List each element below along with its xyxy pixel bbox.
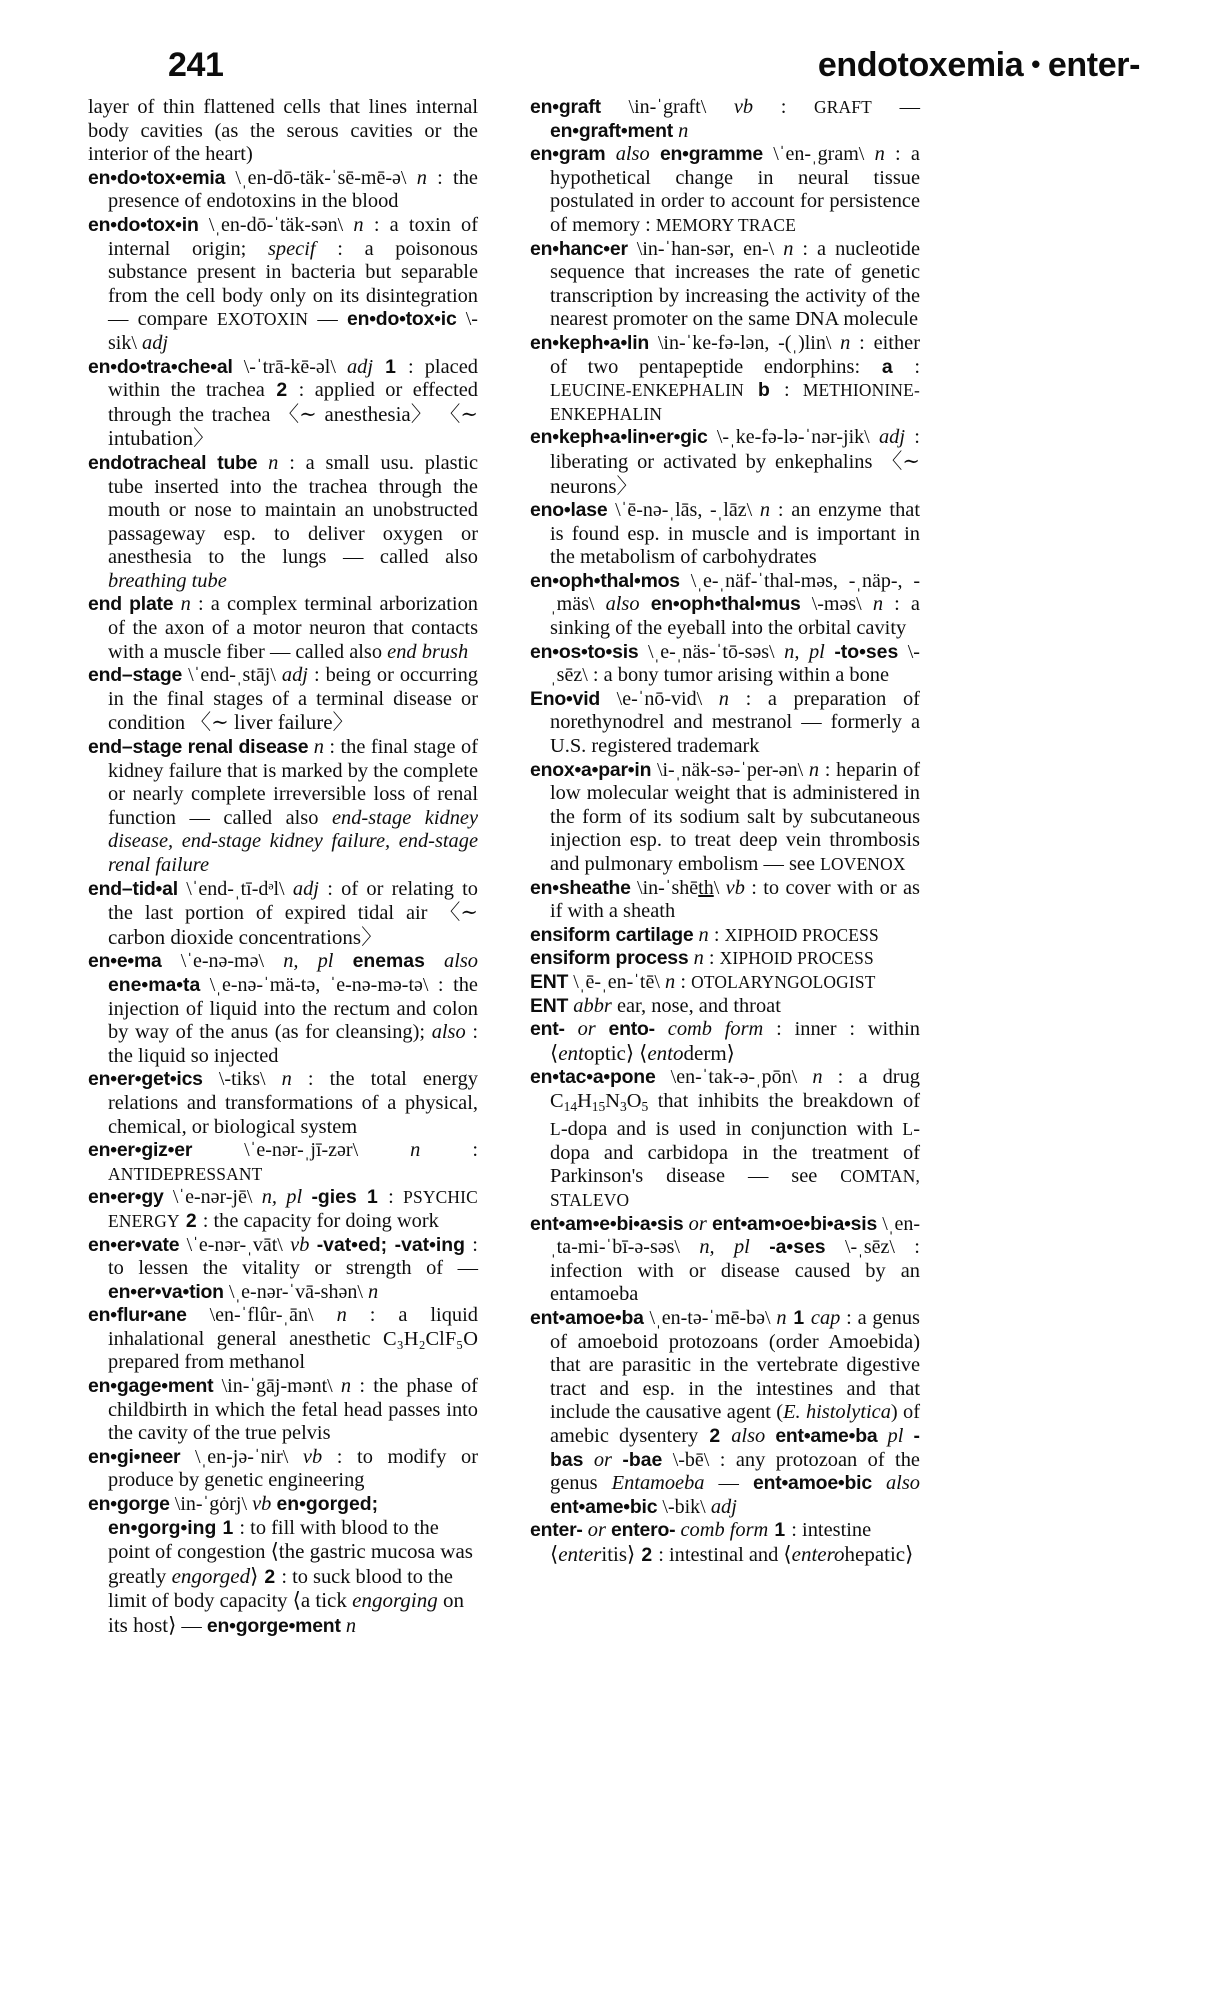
- headword: enter-: [530, 1519, 583, 1542]
- entry-end-stage-renal-disease: [88, 736, 478, 878]
- vi-italic-prefix-1: ent: [558, 1040, 584, 1065]
- functional-label: n: [410, 1139, 421, 1162]
- right-column: [530, 96, 920, 1639]
- definition: ear, nose, and throat: [616, 994, 781, 1017]
- functional-label: n: [776, 1307, 787, 1330]
- cap-label: cap: [810, 1307, 841, 1330]
- called-also: end brush: [387, 640, 469, 663]
- plural-label: pl: [887, 1425, 904, 1448]
- headword: eno•lase: [530, 499, 608, 522]
- pronunciation: \ˌen-tə-ˈmē-bə\: [649, 1307, 771, 1330]
- definition: : liberating or activated by enkephalins: [550, 426, 920, 473]
- entry-endotracheal: [88, 356, 478, 452]
- entry-enostosis: [530, 641, 920, 688]
- entry-enflurane: [88, 1304, 478, 1375]
- functional-label: adj: [292, 877, 319, 900]
- definition: : a nucleotide sequence that increases the rate of genetic transcription by increasing the activity of the nearest promoter on the same DNA molecule: [550, 237, 921, 331]
- sense-b-colon: :: [784, 379, 790, 402]
- definition: : heparin of low molecular weight that is administered in the form of its sodium salt by subcutaneous injection esp. to treat deep vein thrombosis and pulmonary embolism — see: [550, 758, 920, 875]
- guide-words: [818, 46, 1140, 85]
- sense-b-cross-reference[interactable]: METHIONINE-ENKEPHALIN: [550, 380, 920, 424]
- functional-label: vb: [733, 96, 754, 118]
- plural-form-2: ene•ma•ta: [108, 973, 201, 996]
- entry-engineer: [88, 1446, 478, 1493]
- pronunciation: \ˌen-ˌta-mi-ˈbī-ə-səs\: [550, 1212, 920, 1259]
- genus-name: Entamoeba: [611, 1472, 705, 1495]
- pronunciation: \ˈend-ˌstāj\: [188, 664, 276, 687]
- vi-italic-prefix-1: enter: [558, 1541, 602, 1566]
- functional-label: n: [180, 593, 191, 616]
- functional-label: n, pl: [283, 950, 334, 973]
- verbal-illustration-1: ⟨the gastric mucosa was greatly engorged⟩: [108, 1539, 473, 1588]
- variant-form: ent•ame•ba: [775, 1425, 878, 1448]
- verbal-illustration: 〈∼ carbon dioxide concentrations〉: [108, 900, 478, 949]
- entry-entacapone: [530, 1066, 920, 1212]
- inflection: -gies: [311, 1186, 357, 1209]
- sense-number-1: 1: [774, 1519, 786, 1542]
- em-dash: —: [718, 1472, 739, 1495]
- functional-label: n: [812, 1066, 823, 1089]
- headword: ent-: [530, 1018, 565, 1041]
- variant-form: ent•am•oe•bi•a•sis: [711, 1212, 878, 1235]
- headword: en•er•get•ics: [88, 1068, 203, 1091]
- variant-form: entero-: [611, 1519, 676, 1542]
- derived-form-1: ent•amoe•bic: [752, 1472, 872, 1495]
- entry-endotoxemia: [88, 167, 478, 214]
- functional-label: vb: [725, 876, 745, 899]
- definition: :: [708, 947, 715, 970]
- derived-form: en•er•va•tion: [108, 1280, 224, 1303]
- variant-form: en•oph•thal•mus: [650, 593, 801, 616]
- entry-enkephalin: [530, 332, 920, 426]
- pronunciation: \in-ˈgāj-mənt\: [221, 1375, 333, 1398]
- functional-label: n: [808, 758, 820, 781]
- headword: end plate: [88, 593, 174, 616]
- entry-engagement: [88, 1375, 478, 1446]
- derived-form: en•do•tox•ic: [346, 308, 457, 331]
- sense-2: : applied or effected through the trachea: [108, 379, 478, 426]
- functional-label: n: [759, 499, 771, 522]
- headword: enox•a•par•in: [530, 758, 652, 781]
- headword: ENT: [530, 970, 569, 993]
- verbal-illustration: 〈∼ neurons〉: [550, 448, 920, 498]
- entry-engraft: [530, 96, 920, 143]
- inflection-1: -bas: [550, 1425, 920, 1471]
- pronunciation: \ˈē-nə-ˌlās, -ˌlāz\: [615, 499, 753, 522]
- definition: :: [680, 970, 686, 993]
- definition: : the injection of liquid into the rectum and colon by way of the anus (as for cleansing);: [108, 973, 478, 1044]
- pronunciation: \in-ˈshēth\: [637, 876, 720, 899]
- sense-1: : intestine: [791, 1519, 872, 1542]
- pronunciation: \in-ˈgȯrj\: [174, 1493, 248, 1516]
- cross-reference[interactable]: XIPHOID PROCESS: [724, 924, 879, 945]
- plural-form-1: enemas: [352, 950, 425, 973]
- sense-number-2: 2: [641, 1543, 653, 1566]
- definition: :: [472, 1139, 478, 1162]
- definition-2: : the liquid so injected: [108, 1021, 478, 1067]
- definition: : infection with or disease caused by an entamoeba: [550, 1236, 920, 1306]
- species-name: E. histolytica: [783, 1401, 891, 1424]
- definition: : a liquid inhalational general anesthetic C₃H₂ClF₅O prepared from methanol: [108, 1304, 478, 1374]
- headword: en•flur•ane: [88, 1304, 187, 1327]
- called-also: end-stage kidney disease, end-stage kidney failure, end-stage renal failure: [108, 806, 478, 876]
- definition: : the phase of childbirth in which the fetal head passes into the cavity of the true pelvis: [108, 1375, 478, 1445]
- headword: en•gi•neer: [88, 1445, 181, 1468]
- guide-word-left: endotoxemia: [817, 46, 1024, 84]
- functional-label: adj: [346, 355, 374, 378]
- em-dash: —: [899, 96, 920, 118]
- headword: end–stage renal disease: [88, 736, 309, 759]
- derived-pronunciation: \-bik\: [662, 1495, 706, 1518]
- vi-italic-word-2: engorging: [352, 1588, 438, 1613]
- also-label: also: [605, 593, 640, 616]
- inflection: en•gorged; en•gorg•ing: [108, 1493, 379, 1539]
- functional-label: n: [313, 736, 324, 759]
- verbal-illustration: 〈∼ liver failure〉: [190, 710, 354, 735]
- headword: en•do•tra•che•al: [88, 355, 233, 378]
- definition: :: [780, 96, 787, 118]
- functional-label: n, pl: [261, 1186, 303, 1209]
- sense-1-colon: :: [388, 1186, 394, 1209]
- headword: en•er•giz•er: [88, 1139, 193, 1162]
- cross-reference[interactable]: OTOLARYNGOLOGIST: [691, 971, 876, 992]
- derived-pronunciation: \ˌe-nər-ˈvā-shən\: [228, 1280, 363, 1303]
- pronunciation: \ˈe-nər-ˌvāt\: [186, 1233, 283, 1256]
- entry-engram: [530, 143, 920, 237]
- entry-energy: [88, 1186, 478, 1233]
- sense-2: : to suck blood to the limit of body capacity: [108, 1565, 453, 1613]
- verbal-illustration-2: ⟨entoderm⟩: [639, 1040, 735, 1065]
- functional-label: comb form: [680, 1519, 769, 1542]
- entry-ensiform-process: [530, 947, 920, 971]
- pronunciation: \ˈend-ˌtī-dᵊl\: [186, 877, 285, 900]
- sense-1-cross-reference[interactable]: PSYCHIC ENERGY: [108, 1187, 478, 1231]
- entry-enovid: [530, 688, 920, 759]
- inflection-pronunciation: \-ˌsēz\: [844, 1236, 895, 1259]
- entry-endothelium-carryover: layer of thin flattened cells that lines internal body cavities (as the serous cavities or the interior of the heart): [88, 96, 478, 166]
- verbal-illustration-2: ⟨a tick engorging on its host⟩: [108, 1588, 464, 1637]
- entry-ensiform-cartilage: [530, 924, 920, 948]
- definition: : a complex terminal arborization of the axon of a motor neuron that contacts with a muscle fiber — called also: [108, 593, 478, 663]
- definition: : to cover with or as if with a sheath: [550, 876, 920, 923]
- derived-functional-label: adj: [142, 331, 169, 354]
- entry-enema: [88, 950, 478, 1068]
- functional-label: n: [783, 237, 794, 260]
- entry-enoxaparin: [530, 759, 920, 877]
- sense-number-1: 1: [367, 1186, 378, 1209]
- functional-label: n: [698, 923, 709, 946]
- headword: ent•am•e•bi•a•sis: [530, 1212, 684, 1235]
- headword: en•gram: [530, 143, 606, 166]
- sense-1: : to fill with blood to the point of congestion: [108, 1516, 439, 1564]
- functional-label: abbr: [573, 994, 612, 1017]
- inflection-2: -bae: [622, 1448, 663, 1471]
- headword: en•er•gy: [88, 1186, 164, 1209]
- sense-letter-b: b: [758, 379, 770, 402]
- pronunciation: \in-ˈgraft\: [628, 96, 707, 118]
- also-label-2: also: [885, 1472, 920, 1495]
- cross-reference[interactable]: COMTAN, STALEVO: [550, 1166, 920, 1211]
- entry-enophthalmos: [530, 570, 920, 641]
- definition: : the final stage of kidney failure that is marked by the complete or nearly complete irreversible loss of renal function — called also: [108, 736, 478, 829]
- variant-form: en•gramme: [659, 143, 763, 166]
- guide-separator-dot: •: [1031, 49, 1040, 79]
- definition: : to modify or produce by genetic engineering: [108, 1445, 478, 1492]
- functional-label: n: [416, 166, 427, 189]
- pronunciation: \en-ˈflûr-ˌān\: [209, 1304, 314, 1327]
- functional-label: n: [693, 947, 704, 970]
- definition: : of or relating to the last portion of expired tidal air: [108, 877, 478, 925]
- variant-pronunciation: \-məs\: [811, 593, 862, 616]
- sense-number-2: 2: [276, 379, 288, 402]
- inflection-pronunciation: \-ˌsēz\: [550, 640, 920, 687]
- functional-label: n: [872, 593, 884, 616]
- em-dash: —: [317, 308, 338, 331]
- headword: en•er•vate: [88, 1233, 180, 1256]
- variant-form: ento-: [608, 1018, 655, 1041]
- sense-a-colon: :: [914, 355, 920, 378]
- inflection-pronunciation: \-bē\: [672, 1448, 710, 1471]
- pronunciation: \ˌen-dō-täk-ˈsē-mē-ə\: [235, 166, 407, 189]
- headword: Eno•vid: [530, 687, 601, 710]
- headword: en•do•tox•in: [88, 213, 199, 236]
- entry-end-plate: [88, 593, 478, 664]
- functional-label: comb form: [667, 1018, 764, 1041]
- entry-entamebiasis: [530, 1213, 920, 1307]
- functional-label: n: [840, 331, 851, 354]
- functional-label: n: [340, 1375, 352, 1398]
- entry-energizer: [88, 1139, 478, 1186]
- functional-label: n, pl: [784, 640, 825, 663]
- definition: : an enzyme that is found esp. in muscle and is important in the metabolism of carbohydrates: [550, 499, 920, 569]
- entry-enolase: [530, 499, 920, 570]
- entry-enter-combining-form: [530, 1519, 920, 1567]
- also-label: also: [444, 950, 478, 973]
- derived-pronunciation: \-sik\: [108, 308, 478, 354]
- sense-2: : any protozoan of the genus Entamoeba: [550, 1448, 920, 1495]
- pronunciation: \ˌē-ˌen-ˈtē\: [573, 970, 660, 993]
- verbal-illustration-2: 〈∼ intubation〉: [108, 401, 478, 451]
- definition: : the total energy relations and transformations of a physical, chemical, or biological system: [108, 1068, 479, 1138]
- pronunciation: \in-ˈhan-sər, en-\: [636, 237, 775, 260]
- headword: end–stage: [88, 664, 183, 687]
- entry-endotracheal-tube: [88, 452, 478, 594]
- entry-engorge: [88, 1493, 478, 1639]
- headword: en•os•to•sis: [530, 640, 639, 663]
- headword: en•do•tox•emia: [88, 166, 226, 189]
- pronunciation: \ˌen-dō-ˈtäk-sən\: [208, 213, 344, 236]
- entry-entamoeba: [530, 1307, 920, 1519]
- functional-label: n: [268, 451, 279, 474]
- sense-number-2: 2: [709, 1425, 721, 1448]
- definition: : a bony tumor arising within a bone: [592, 664, 890, 687]
- pronunciation: \in-ˈke-fə-lən, -(ˌ)lin\: [657, 331, 832, 354]
- sense-1: : a genus of amoeboid protozoans (order Amoebida) that are parasitic in the vertebrate digestive tract and esp. in the intestines and that include the causative agent (E. histolytica) of amebic dysentery: [550, 1307, 921, 1448]
- cross-reference[interactable]: MEMORY TRACE: [655, 214, 797, 235]
- column-container: [88, 96, 1138, 1639]
- headword: en•hanc•er: [530, 237, 628, 260]
- sense-number-2: 2: [185, 1209, 197, 1232]
- also-label-2: also: [431, 1021, 466, 1044]
- called-also: breathing tube: [108, 569, 227, 592]
- functional-label: n: [718, 687, 729, 710]
- entry-enervate: [88, 1234, 478, 1305]
- headword: end–tid•al: [88, 877, 178, 900]
- functional-label: vb: [252, 1493, 272, 1516]
- sense-letter-a: a: [881, 355, 893, 378]
- vi-italic-word-1: engorged: [171, 1563, 251, 1588]
- sense-number-1: 1: [222, 1516, 234, 1539]
- pronunciation: \e-ˈnō-vid\: [616, 687, 703, 710]
- functional-label: n: [281, 1068, 292, 1091]
- entry-ent-abbreviation: [530, 995, 920, 1019]
- running-head: [0, 46, 1222, 92]
- headword: en•tac•a•pone: [530, 1066, 656, 1089]
- derived-functional-label: n: [678, 119, 689, 142]
- functional-label: n: [336, 1304, 347, 1327]
- headword: en•graft: [530, 96, 601, 118]
- page-number: 241: [168, 46, 224, 84]
- plural-pronunciation: \ˌe-nə-ˈmä-tə, ˈe-nə-mə-tə\: [209, 973, 429, 996]
- definition: :: [713, 923, 720, 946]
- definition: : a toxin of internal origin;: [108, 213, 478, 260]
- entry-end-stage: [88, 664, 478, 736]
- derived-form-2: ent•ame•bic: [550, 1495, 658, 1518]
- verbal-illustration-1: ⟨entoptic⟩: [550, 1040, 635, 1065]
- sense-1: : placed within the trachea: [108, 355, 478, 402]
- sense-number-1: 1: [385, 355, 396, 378]
- pronunciation: \i-ˌnäk-sə-ˈper-ən\: [656, 758, 804, 781]
- derived-form: en•gorge•ment: [206, 1615, 341, 1637]
- inflection: -vat•ed; -vat•ing: [316, 1233, 465, 1256]
- headword: ensiform process: [530, 947, 689, 970]
- entry-ensheathe: [530, 877, 920, 924]
- cross-reference[interactable]: GRAFT: [813, 97, 872, 117]
- headword: endotracheal tube: [88, 451, 258, 474]
- derived-functional-label: n: [368, 1280, 379, 1303]
- derived-functional-label: adj: [710, 1495, 737, 1518]
- headword: en•gorge: [88, 1493, 170, 1516]
- definition: : to lessen the vitality or strength of —: [108, 1233, 478, 1280]
- functional-label: n: [874, 143, 885, 166]
- sense-number-2: 2: [264, 1565, 276, 1588]
- definition-part-1: : a drug $C_{14}H_{15}N_3O_5$ that inhibits the breakdown of L-dopa and is used in conjunction with L-dopa and carbidopa in the treatment of Parkinson's disease — see: [550, 1066, 920, 1188]
- cross-reference[interactable]: ANTIDEPRESSANT: [108, 1163, 263, 1184]
- cross-reference[interactable]: LOVENOX: [820, 854, 906, 874]
- functional-label: n, pl: [699, 1236, 750, 1259]
- vi-italic-prefix-2: entero: [791, 1541, 845, 1566]
- definition: : being or occurring in the final stages of a terminal disease or condition: [108, 664, 478, 735]
- pronunciation: \ˌe-ˌnäf-ˈthal-məs, -ˌnäp-, -ˌmäs\: [550, 569, 920, 616]
- pronunciation: \-ˈtrā-kē-əl\: [243, 355, 336, 378]
- functional-label: adj: [878, 426, 906, 449]
- pronunciation: \ˈe-nər-jē\: [172, 1186, 253, 1209]
- verbal-illustration-1: ⟨enteritis⟩: [550, 1541, 636, 1566]
- pronunciation: \en-ˈtak-ə-ˌpōn\: [670, 1066, 798, 1089]
- headword: en•e•ma: [88, 950, 162, 973]
- sense-2: : the capacity for doing work: [202, 1209, 439, 1232]
- headword: en•keph•a•lin•er•gic: [530, 426, 708, 449]
- entry-endotoxin: [88, 214, 478, 356]
- inflection: -a•ses: [769, 1236, 826, 1259]
- functional-label: vb: [290, 1233, 310, 1256]
- definition: : a sinking of the eyeball into the orbital cavity: [550, 593, 920, 640]
- pronunciation: \ˈe-nə-mə\: [180, 950, 265, 973]
- functional-label: n: [665, 970, 676, 993]
- pronunciation: \-ˌke-fə-lə-ˈnər-jik\: [716, 426, 870, 449]
- entry-enhancer: [530, 238, 920, 332]
- em-dash: —: [181, 1615, 202, 1637]
- entry-ent-combining-form: [530, 1018, 920, 1066]
- headword: ent•amoe•ba: [530, 1307, 644, 1330]
- headword: ensiform cartilage: [530, 923, 694, 946]
- verbal-illustration-2: ⟨enterohepatic⟩: [783, 1541, 914, 1566]
- or-label: or: [593, 1448, 612, 1471]
- cross-reference[interactable]: XIPHOID PROCESS: [719, 948, 874, 969]
- headword: en•gage•ment: [88, 1375, 214, 1398]
- entry-ent-noun: [530, 971, 920, 995]
- inflection: -to•ses: [834, 640, 899, 663]
- headword: en•oph•thal•mos: [530, 569, 680, 592]
- specif-label: specif: [268, 237, 316, 260]
- sense-2: : intestinal and: [658, 1543, 779, 1566]
- headword: en•keph•a•lin: [530, 331, 650, 354]
- definition: : a preparation of norethynodrel and mestranol — formerly a U.S. registered trademark: [550, 687, 920, 758]
- pronunciation: \ˌen-jə-ˈnir\: [195, 1445, 289, 1468]
- pronunciation: \ˈe-nər-ˌjī-zər\: [244, 1139, 359, 1162]
- definition: : either of two pentapeptide endorphins:: [550, 331, 920, 378]
- entry-energetics: [88, 1068, 478, 1139]
- pronunciation: \ˌe-ˌnäs-ˈtō-səs\: [648, 640, 775, 663]
- entry-end-tidal: [88, 878, 478, 951]
- functional-label: n: [353, 213, 364, 236]
- left-column: [88, 96, 478, 1639]
- vi-italic-prefix-2: ento: [647, 1040, 684, 1065]
- pronunciation: \ˈen-ˌgram\: [773, 143, 865, 166]
- derived-form: en•graft•ment: [550, 119, 674, 142]
- headword: en•sheathe: [530, 876, 631, 899]
- entry-enkephalinergic: [530, 426, 920, 499]
- pronunciation: \-tiks\: [218, 1068, 266, 1091]
- also-label: also: [615, 143, 650, 166]
- sense-number-1: 1: [793, 1307, 805, 1330]
- or-label: or: [688, 1212, 707, 1235]
- sense-a-cross-reference[interactable]: LEUCINE-ENKEPHALIN: [550, 380, 744, 401]
- guide-word-right: enter-: [1047, 46, 1140, 84]
- functional-label: vb: [302, 1445, 323, 1468]
- definition: : a small usu. plastic tube inserted into the trachea through the mouth or nose to maintain an unobstructed passageway esp. to deliver oxygen or anesthesia to the lungs — called also: [108, 451, 478, 569]
- definition: : inner : within: [776, 1018, 920, 1041]
- or-label: or: [577, 1018, 596, 1041]
- also-label: also: [731, 1425, 766, 1448]
- headword: ENT: [530, 994, 569, 1017]
- functional-label: adj: [281, 664, 308, 687]
- verbal-illustration-1: 〈∼ anesthesia〉: [278, 401, 432, 426]
- derived-functional-label: n: [345, 1615, 357, 1637]
- cross-reference[interactable]: EXOTOXIN: [217, 309, 309, 330]
- or-label: or: [587, 1519, 606, 1542]
- definition: : a hypothetical change in neural tissue postulated in order to account for persistence of memory :: [550, 143, 920, 236]
- definition: : the presence of endotoxins in the blood: [108, 166, 478, 213]
- definition-2: : a poisonous substance present in bacteria but separable from the cell body only on its disintegration — compare: [108, 237, 478, 331]
